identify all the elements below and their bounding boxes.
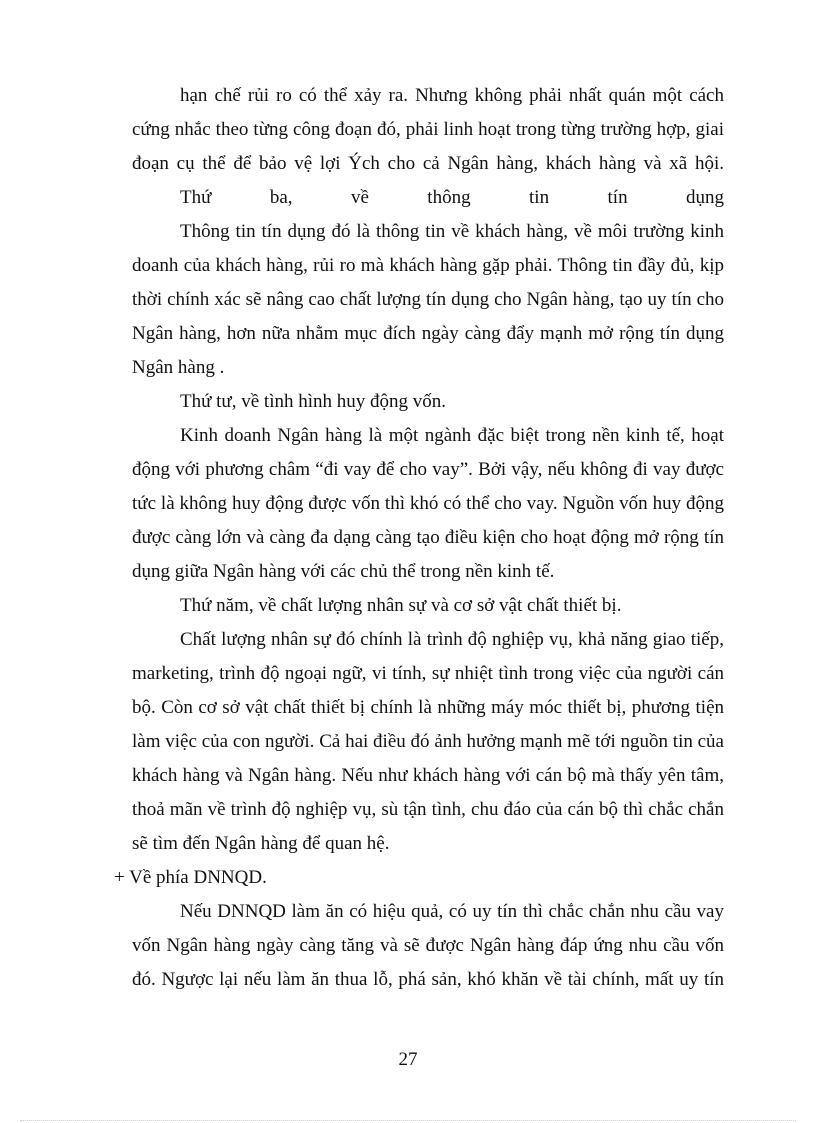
text-line: sẽ tìm đến Ngân hàng để quan hệ. (132, 833, 390, 854)
text-line: đó. Ngược lại nếu làm ăn thua lỗ, phá sản, khó khăn về tài chính, mất uy tín (132, 969, 724, 990)
section-heading: Thứ ba, về thông tin tín dụng (180, 187, 724, 208)
text-line: vốn Ngân hàng ngày càng tăng và sẽ được Ngân hàng đáp ứng nhu cầu vốn (132, 935, 724, 956)
text-line: Thông tin tín dụng đó là thông tin về khách hàng, về môi trường kinh (180, 221, 724, 242)
text-line: tức là không huy động được vốn thì khó có thể cho vay. Nguồn vốn huy động (132, 493, 724, 514)
text-line: Nếu DNNQD làm ăn có hiệu quả, có uy tín thì chắc chắn nhu cầu vay (180, 901, 724, 922)
page-divider (20, 1120, 796, 1121)
section-heading: + Về phía DNNQD. (114, 867, 267, 888)
text-line: dụng giữa Ngân hàng với các chủ thể trong nền kinh tế. (132, 561, 555, 582)
text-line: động với phương châm “đi vay để cho vay”. Bởi vậy, nếu không đi vay được (132, 459, 724, 480)
text-line: Kinh doanh Ngân hàng là một ngành đặc biệt trong nền kinh tế, hoạt (180, 425, 724, 446)
text-line: Chất lượng nhân sự đó chính là trình độ nghiệp vụ, khả năng giao tiếp, (180, 629, 724, 650)
text-line: đoạn cụ thể để bảo vệ lợi Ých cho cả Ngân hàng, khách hàng và xã hội. (132, 153, 724, 174)
text-line: doanh của khách hàng, rủi ro mà khách hàng gặp phải. Thông tin đầy đủ, kịp (132, 255, 724, 276)
text-line: được càng lớn và càng đa dạng càng tạo điều kiện cho hoạt động mở rộng tín (132, 527, 724, 548)
text-line: làm việc của con người. Cả hai điều đó ảnh hưởng mạnh mẽ tới nguồn tin của (132, 731, 724, 752)
text-line: thoả mãn về trình độ nghiệp vụ, sù tận tình, chu đáo của cán bộ thì chắc chắn (132, 799, 724, 820)
section-heading: Thứ năm, về chất lượng nhân sự và cơ sở vật chất thiết bị. (180, 595, 622, 616)
text-line: Ngân hàng, hơn nữa nhằm mục đích ngày càng đẩy mạnh mở rộng tín dụng (132, 323, 724, 344)
text-line: khách hàng và Ngân hàng. Nếu như khách hàng với cán bộ mà thấy yên tâm, (132, 765, 724, 786)
section-heading: Thứ tư, về tình hình huy động vốn. (180, 391, 446, 412)
text-line: cứng nhắc theo từng công đoạn đó, phải linh hoạt trong từng trường hợp, giai (132, 119, 724, 140)
text-line: Ngân hàng . (132, 357, 225, 378)
text-line: thời chính xác sẽ nâng cao chất lượng tín dụng cho Ngân hàng, tạo uy tín cho (132, 289, 724, 310)
text-line: hạn chế rủi ro có thể xảy ra. Nhưng không phải nhất quán một cách (180, 85, 724, 106)
text-line: bộ. Còn cơ sở vật chất thiết bị chính là những máy móc thiết bị, phương tiện (132, 697, 724, 718)
page-number: 27 (398, 1049, 418, 1070)
text-line: marketing, trình độ ngoại ngữ, vi tính, sự nhiệt tình trong việc của người cán (132, 663, 724, 684)
